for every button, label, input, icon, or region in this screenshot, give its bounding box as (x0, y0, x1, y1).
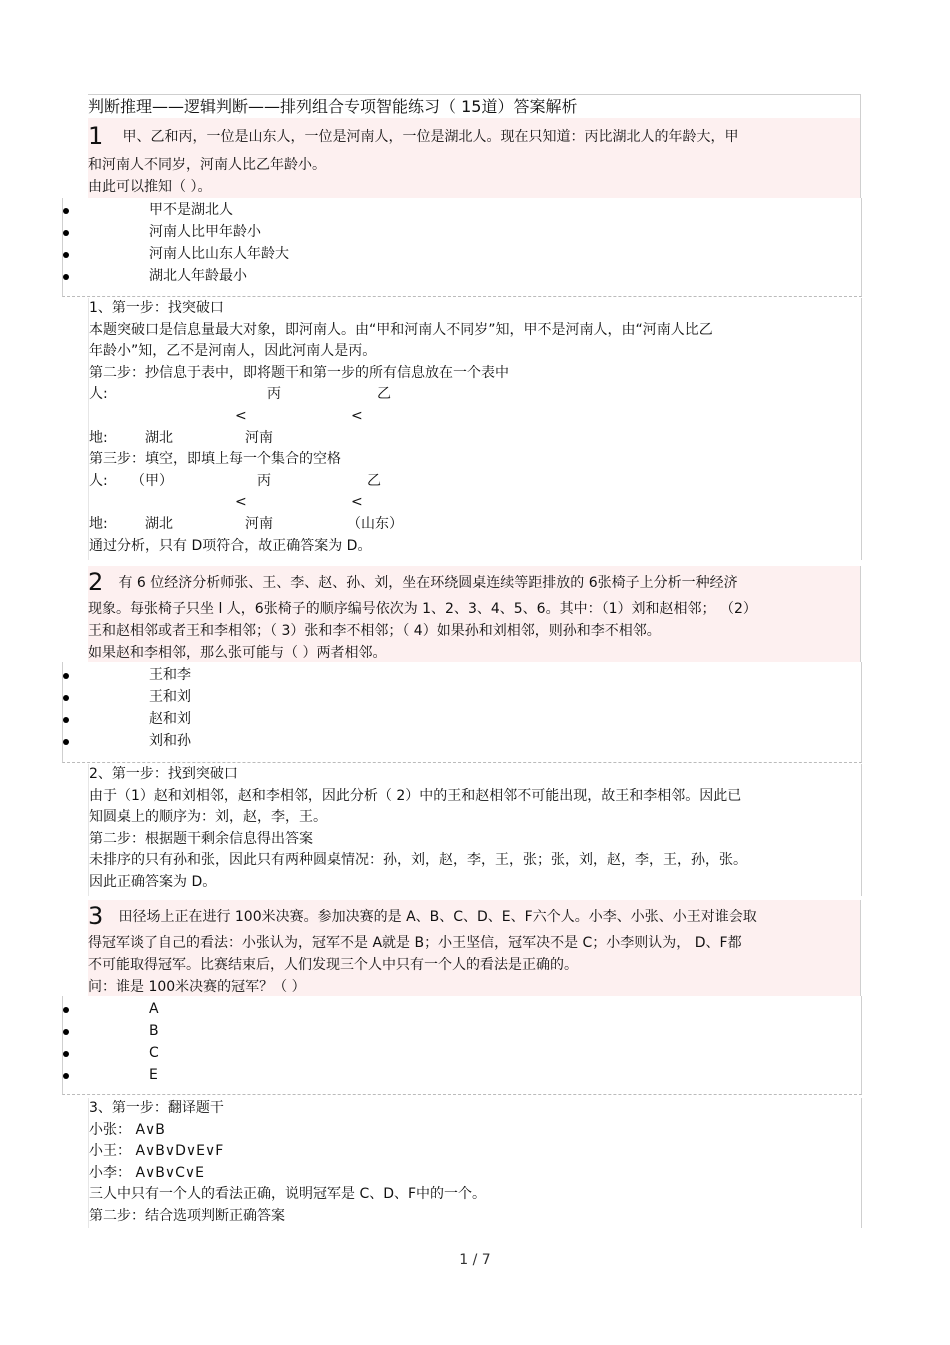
table-row: < < (235, 494, 363, 511)
question-1 (88, 118, 861, 198)
option[interactable]: 赵和刘 (63, 708, 861, 730)
question-3 (88, 900, 861, 996)
options-1 (62, 198, 862, 297)
table-row: 地: 湖北 河南 (89, 429, 273, 446)
option[interactable]: B (63, 1020, 861, 1042)
answer-1: 1、第一步：找突破口 本题突破口是信息量最大对象，即河南人。由“甲和河南人不同岁”知，甲不是河南人，由“河南人比乙 年龄小”知，乙不是河南人，因此河南人是丙。 第二步：抄信息于表中，即将题干和第一步的所有信息放在一个表中 人: 丙 乙 < < 地: 湖北 河南 第三步：填空，即填上每一个集合的空格 人: （甲） 丙 乙 < < 地: 湖北 河南 （山东） 通过分析，只有 D项符合，故正确答案为 D。 (88, 298, 862, 560)
options-3 (62, 996, 862, 1095)
bullet-icon (63, 274, 69, 280)
page-number: 1 / 7 (459, 1252, 491, 1268)
options-2 (62, 662, 862, 763)
bullet-icon (63, 230, 69, 236)
question-text: 有 6 位经济分析师张、王、李、赵、孙、刘，坐在环绕圆桌连续等距排放的 6张椅子上分析一种经济 (118, 575, 738, 591)
answer-3: 3、第一步：翻译题干 小张： A∨B 小王： A∨B∨D∨E∨F 小李： A∨B∨C∨E 三人中只有一个人的看法正确，说明冠军是 C、D、F中的一个。 第二步：结合选项判断正确答案 (88, 1098, 862, 1228)
bullet-icon (63, 1007, 69, 1013)
option[interactable]: E (63, 1064, 861, 1086)
question-text: 田径场上正在进行 100米决赛。参加决赛的是 A、B、C、D、E、F六个人。小李、小张、小王对谁会取 (118, 909, 757, 925)
bullet-icon (63, 1029, 69, 1035)
option[interactable]: 王和李 (63, 664, 861, 686)
option[interactable]: 河南人比甲年龄小 (63, 221, 861, 243)
bullet-icon (63, 1051, 69, 1057)
page-title: 判断推理——逻辑判断——排列组合专项智能练习（ 15道）答案解析 (88, 94, 861, 119)
bullet-icon (63, 673, 69, 679)
question-2 (88, 566, 861, 662)
question-number: 1 (88, 122, 104, 150)
option[interactable]: 河南人比山东人年龄大 (63, 243, 861, 265)
question-text: 得冠军谈了自己的看法：小张认为，冠军不是 A就是 B；小王坚信，冠军决不是 C；小李则认为， D、F都 (88, 935, 742, 951)
question-number: 3 (88, 902, 104, 930)
question-text: 现象。每张椅子只坐 l 人，6张椅子的顺序编号依次为 1、2、3、4、5、6。其中：（1）刘和赵相邻； （2） (88, 601, 757, 617)
question-text: 问：谁是 100米决赛的冠军？（ ） (88, 979, 306, 995)
answer-2: 2、第一步：找到突破口 由于（1）赵和刘相邻，赵和李相邻，因此分析（ 2）中的王和赵相邻不可能出现，故王和李相邻。因此已 知圆桌上的顺序为：刘，赵，李，王。 第二步：根据题干剩余信息得出答案 未排序的只有孙和张，因此只有两种圆桌情况：孙，刘，赵，李，王，张；张，刘，赵，李，王，孙，张。 因此正确答案为 D。 (88, 764, 862, 896)
question-text: 如果赵和李相邻，那么张可能与（ ）两者相邻。 (88, 645, 387, 661)
question-text: 甲、乙和丙，一位是山东人，一位是河南人，一位是湖北人。现在只知道：丙比湖北人的年龄大，甲 (122, 129, 739, 145)
option[interactable]: 刘和孙 (63, 730, 861, 752)
question-text: 和河南人不同岁，河南人比乙年龄小。 (88, 157, 326, 173)
bullet-icon (63, 695, 69, 701)
question-text: 王和赵相邻或者王和李相邻；（ 3）张和李不相邻；（ 4）如果孙和刘相邻，则孙和李不相邻。 (88, 623, 661, 639)
question-text: 由此可以推知（ ）。 (88, 179, 212, 195)
option[interactable]: A (63, 998, 861, 1020)
bullet-icon (63, 1073, 69, 1079)
table-row: 人: 丙 乙 (89, 386, 391, 403)
bullet-icon (63, 717, 69, 723)
option[interactable]: 甲不是湖北人 (63, 199, 861, 221)
option[interactable]: 湖北人年龄最小 (63, 265, 861, 287)
table-row: < < (235, 407, 363, 424)
table-row: 人: （甲） 丙 乙 (89, 472, 381, 489)
question-text: 不可能取得冠军。比赛结束后，人们发现三个人中只有一个人的看法是正确的。 (88, 957, 578, 973)
question-number: 2 (88, 568, 104, 596)
option[interactable]: 王和刘 (63, 686, 861, 708)
bullet-icon (63, 252, 69, 258)
bullet-icon (63, 739, 69, 745)
table-row: 地: 湖北 河南 （山东） (89, 515, 403, 532)
bullet-icon (63, 208, 69, 214)
option[interactable]: C (63, 1042, 861, 1064)
